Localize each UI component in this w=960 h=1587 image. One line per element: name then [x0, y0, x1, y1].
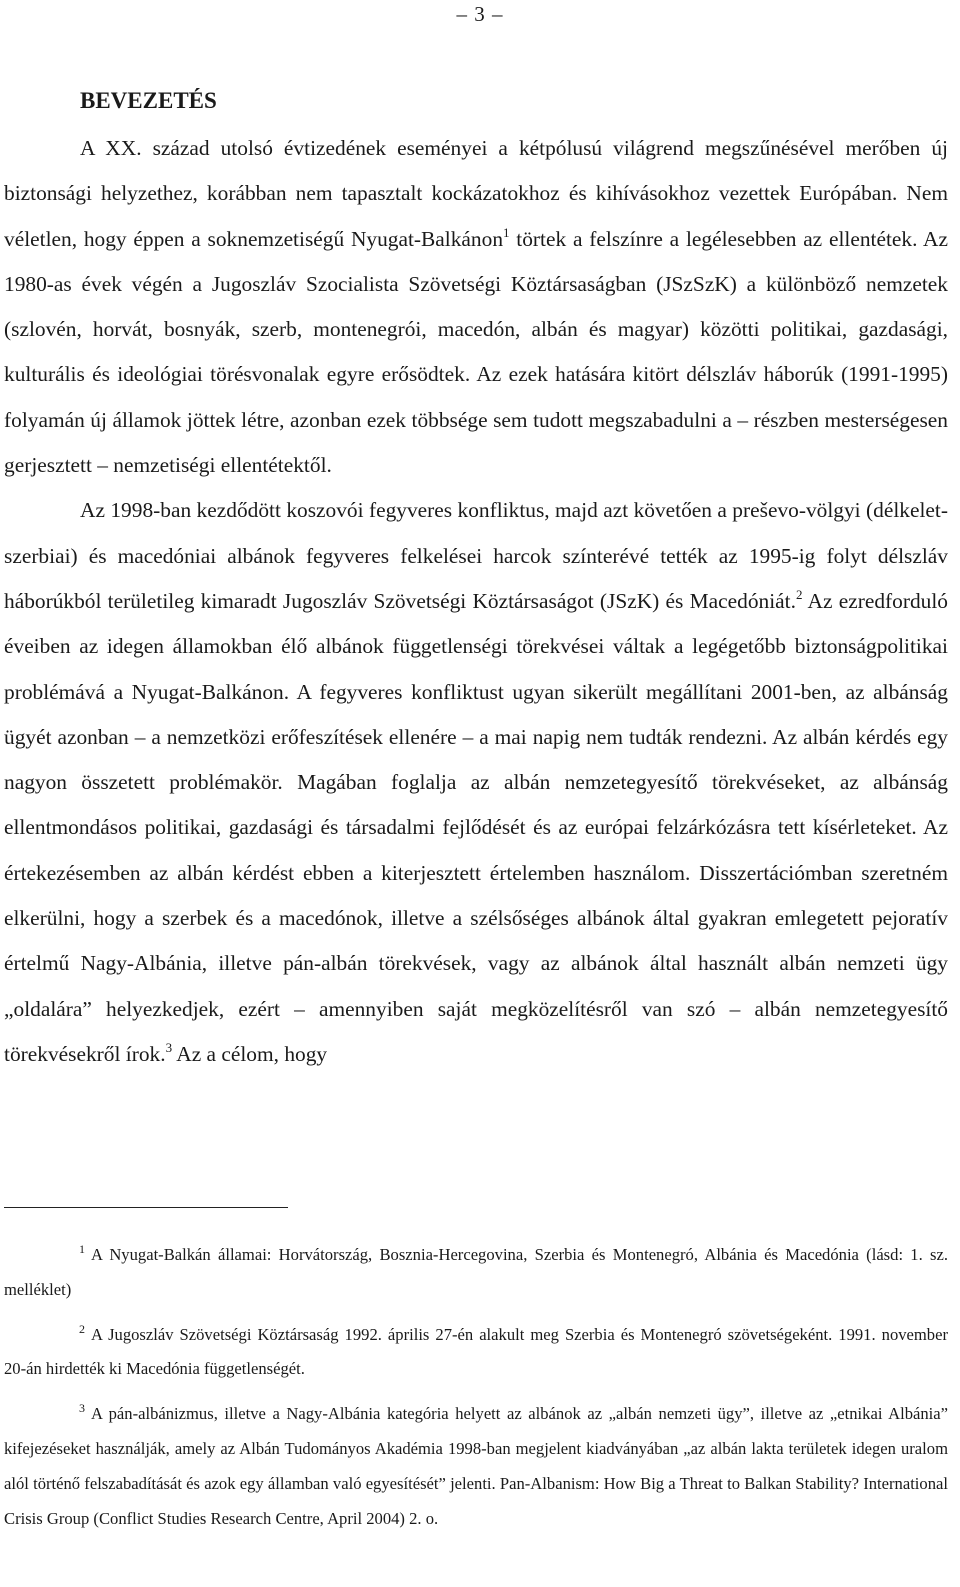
footnote-ref-3[interactable]: 3: [165, 1039, 173, 1055]
footnote-2-text: A Jugoszláv Szövetségi Köztársaság 1992. április 27-én alakult meg Szerbia és Montenegró szövetségeként. 1991. november 20-án hirdették ki Macedónia függetlenségét.: [4, 1324, 948, 1379]
footnote-3-text: A pán-albánizmus, illetve a Nagy-Albánia kategória helyett az albánok az „albán nemzeti ügy”, illetve az „etnikai Albánia” kifejezéseket használják, amely az Albán Tudományos Akadémia 1998-ban megjelent kiadványában „az albán lakta területek idegen uralom alól történő felszabadítását és azok egy államban való egyesítését” jelenti. Pan-Albanism: How Big a Threat to Balkan Stability? International Crisis Group (Conflict Studies Research Centre, April 2004) 2. o.: [4, 1404, 948, 1528]
paragraph-2-run-1: Az 1998-ban kezdődött koszovói fegyveres konfliktus, majd azt követően a preševo-völgyi (délkelet-szerbiai) és macedóniai albánok fegyveres felkelései harcok színterévé tették az 1995-ig folyt délszláv háborúkból területileg kimaradt Jugoszláv Szövetségi Köztársaságot (JSzK) és Macedóniát.: [4, 498, 948, 613]
paragraph-2-run-2: Az ezredforduló éveiben az idegen államokban élő albánok függetlenségi törekvései váltak a legégetőbb biztonságpolitikai problémává a Nyugat-Balkánon. A fegyveres konfliktust ugyan sikerült megállítani 2001-ben, az albánság ügyét azonban – a nemzetközi erőfeszítések ellenére – a mai napig nem tudták rendezni. Az albán kérdés egy nagyon összetett problémakör. Magában foglalja az albán nemzetegyesítő törekvéseket, az albánság ellentmondásos politikai, gazdasági és társadalmi fejlődését és az európai felzárkózásra tett kísérleteket. Az értekezésemben az albán kérdést ebben a kiterjesztett értelemben használom. Disszertációmban szeretném elkerülni, hogy a szerbek és a macedónok, illetve a szélsőséges albánok által gyakran emlegetett pejoratív értelmű Nagy-Albánia, illetve pán-albán törekvések, vagy az albánok által használt albán nemzeti ügy „oldalára” helyezkedjek, ezért – amennyiben saját megközelítésről van szó – albán nemzetegyesítő törekvésekről írok.: [4, 588, 948, 1066]
footnote-3-number: 3: [79, 1401, 85, 1416]
section-heading: BEVEZETÉS: [80, 88, 217, 113]
footnote-3: [4, 1397, 948, 1536]
paragraph-1: [4, 126, 948, 488]
paragraph-2-run-3: Az a célom, hogy: [172, 1041, 328, 1066]
page-number: – 3 –: [456, 2, 504, 26]
paragraph-2: [4, 488, 948, 1077]
footnote-ref-2[interactable]: 2: [795, 586, 803, 602]
footnote-separator: [4, 1207, 288, 1208]
paragraph-1-run-2: törtek a felszínre a legélesebben az ellentétek. Az 1980-as évek végén a Jugoszláv Szocialista Szövetségi Köztársaságban (JSzSzK) a különböző nemzetek (szlovén, horvát, bosnyák, szerb, montenegrói, macedón, albán és magyar) közötti politikai, gazdasági, kulturális és ideológiai törésvonalak egyre erősödtek. Az ezek hatására kitört délszláv háborúk (1991-1995) folyamán új államok jöttek létre, azonban ezek többsége sem tudott megszabadulni a – részben mesterségesen gerjesztett – nemzetiségi ellentétektől.: [4, 226, 948, 478]
footnotes: [4, 1238, 948, 1536]
footnote-2-number: 2: [79, 1321, 85, 1336]
body-text: [4, 126, 948, 1077]
footnote-1-number: 1: [79, 1242, 85, 1256]
footnote-1-text: A Nyugat-Balkán államai: Horvátország, Bosznia-Hercegovina, Szerbia és Montenegró, Albánia és Macedónia (lásd: 1. sz. melléklet): [4, 1245, 948, 1299]
footnote-2: [4, 1318, 948, 1388]
footnote-ref-1[interactable]: 1: [503, 224, 510, 240]
paragraph-1-run-1: A XX. század utolsó évtizedének eseményei a kétpólusú világrend megszűnésével merőben új biztonsági helyzethez, korábban nem tapasztalt kockázatokhoz és kihívásokhoz vezettek Európában. Nem véletlen, hogy éppen a soknemzetiségű Nyugat-Balkánon: [4, 136, 948, 251]
footnote-1: [4, 1238, 948, 1308]
